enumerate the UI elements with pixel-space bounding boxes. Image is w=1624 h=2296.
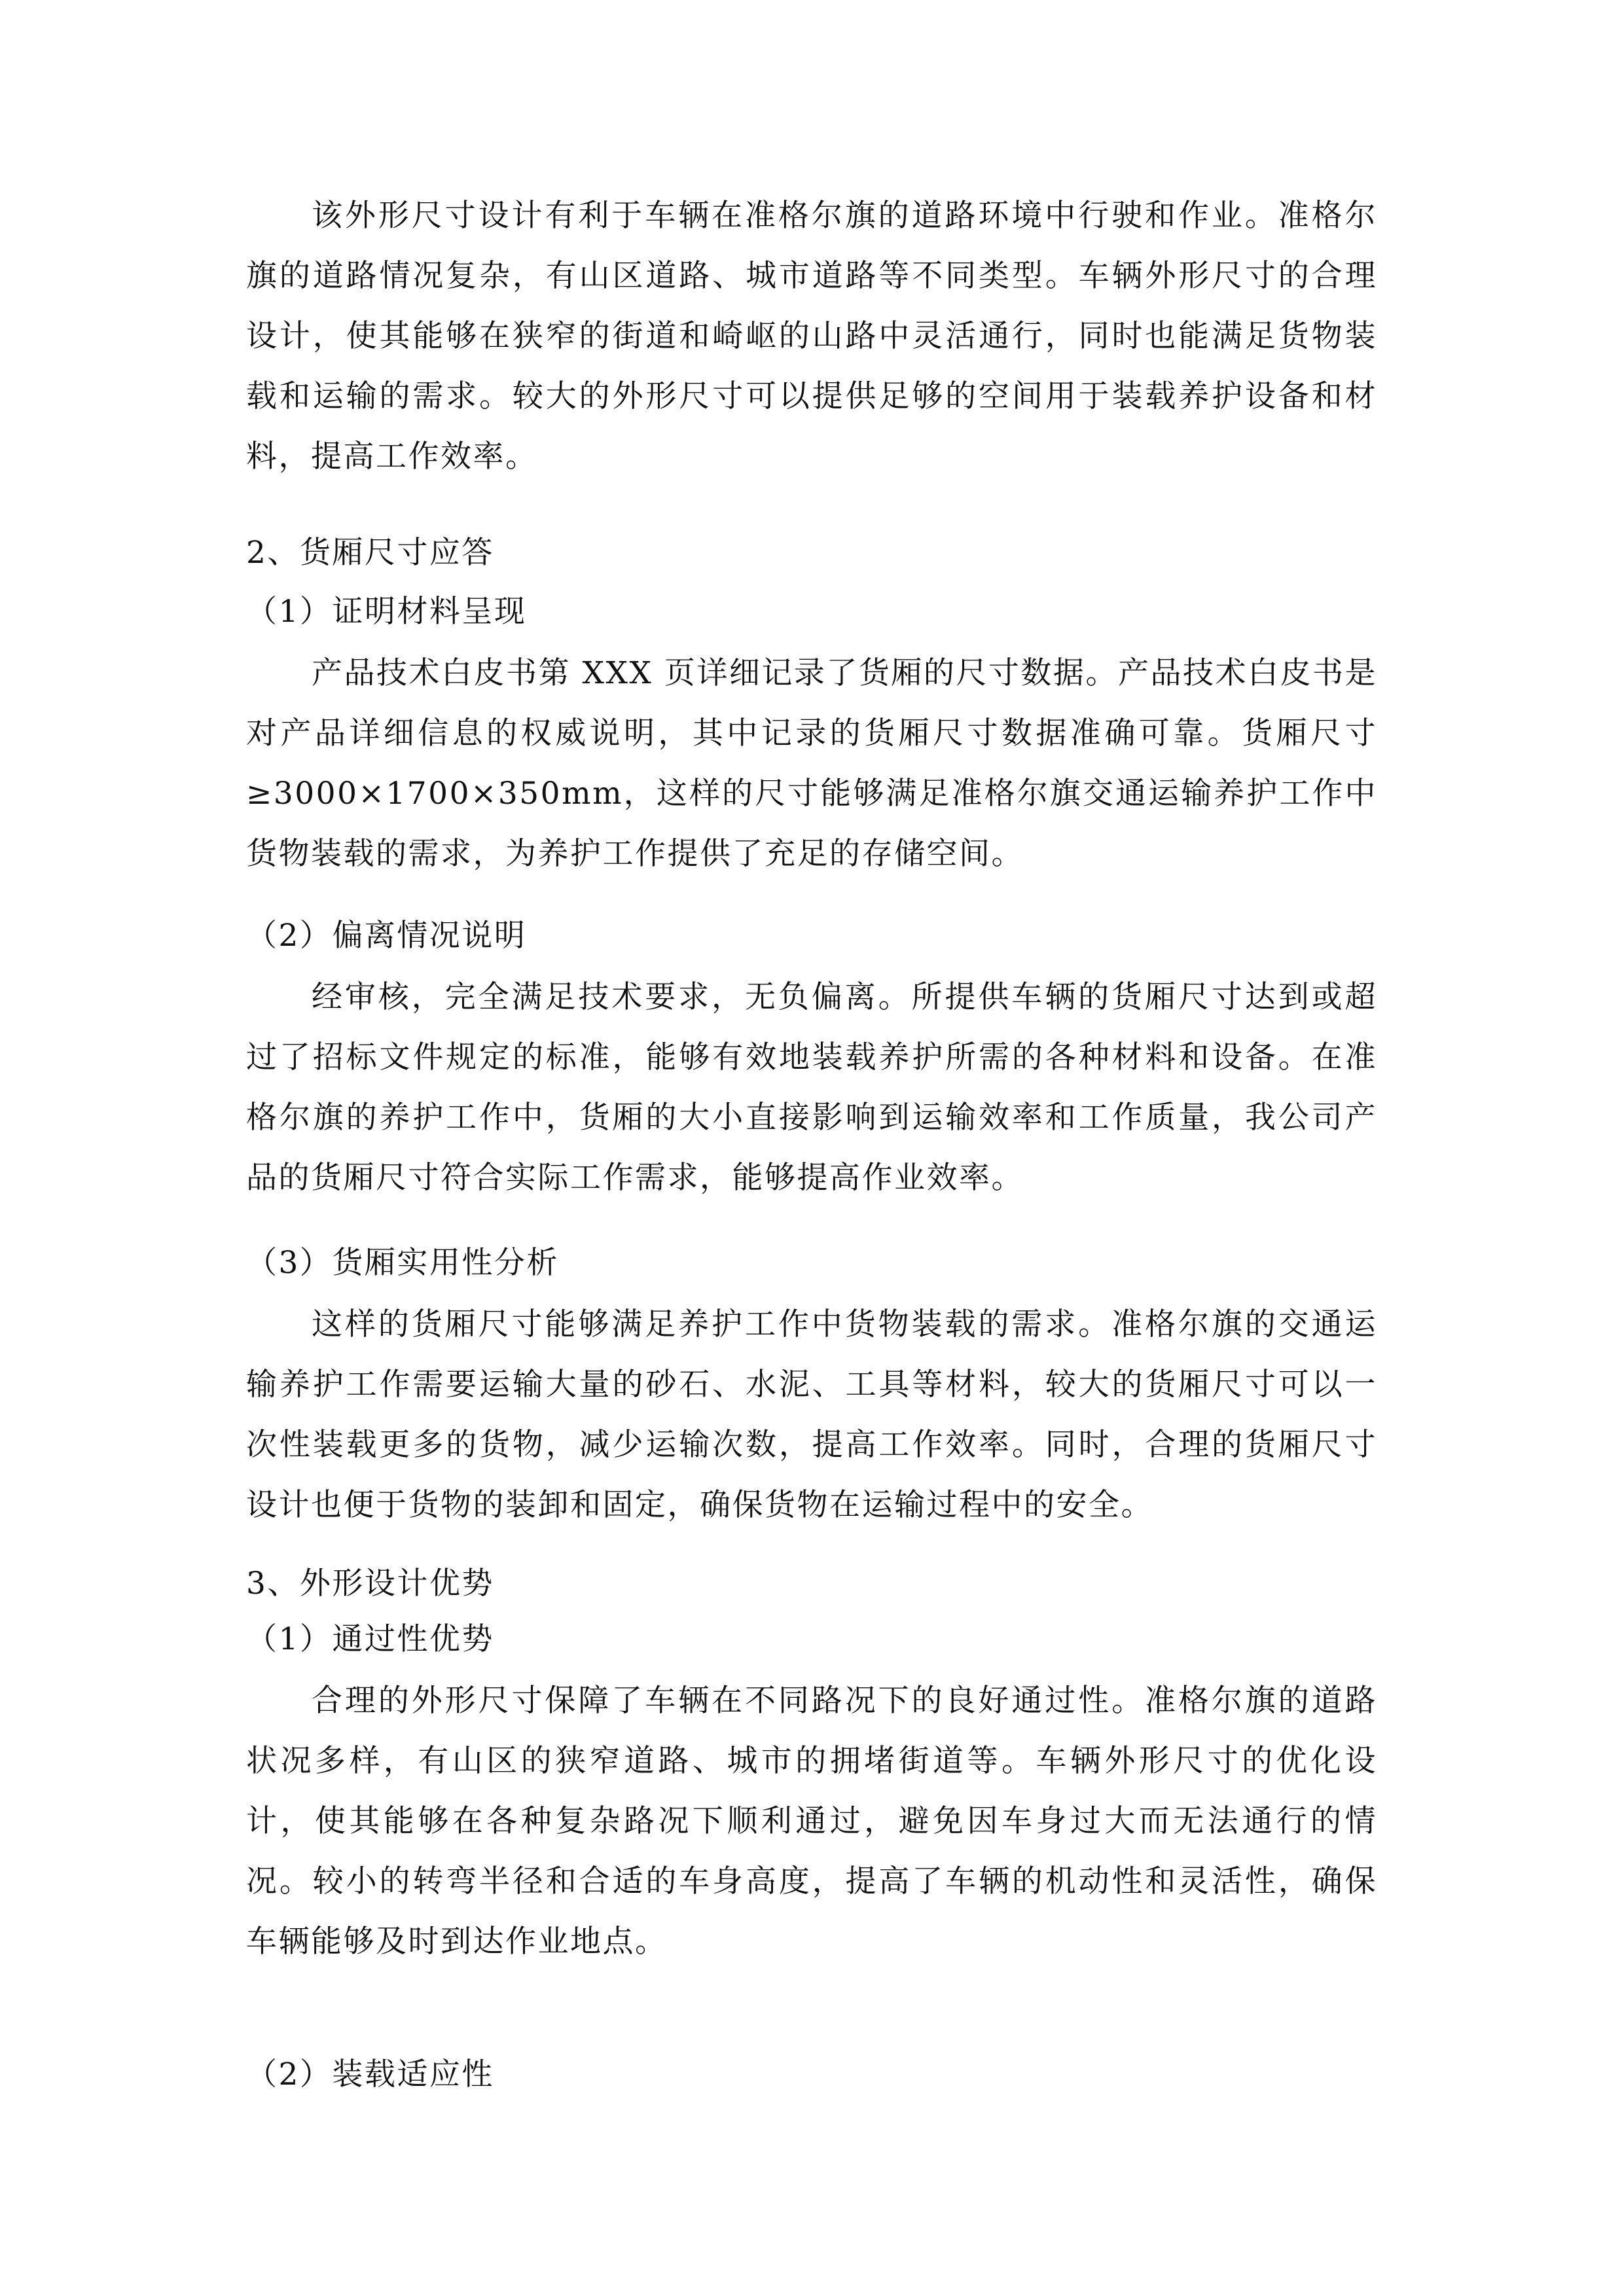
subheading-loading-adaptability: （2）装载适应性 — [246, 2056, 494, 2092]
section-heading-exterior-design-advantages: 3、外形设计优势 — [246, 1566, 494, 1602]
paragraph-overall-dimensions-benefit: 该外形尺寸设计有利于车辆在准格尔旗的道路环境中行驶和作业。准格尔旗的道路情况复杂，有山区道路、城市道路等不同类型。车辆外形尺寸的合理设计，使其能够在狭窄的街道和崎岖的山路中灵活通行，同时也能满足货物装载和运输的需求。较大的外形尺寸可以提供足够的空间用于装载养护设备和材料，提高工作效率。 — [246, 198, 1377, 475]
paragraph-passability-advantage: 合理的外形尺寸保障了车辆在不同路况下的良好通过性。准格尔旗的道路状况多样，有山区的狭窄道路、城市的拥堵街道等。车辆外形尺寸的优化设计，使其能够在各种复杂路况下顺利通过，避免因车身过大而无法通行的情况。较小的转弯半径和合适的车身高度，提高了车辆的机动性和灵活性，确保车辆能够及时到达作业地点。 — [246, 1683, 1377, 1960]
subheading-evidence-materials: （1）证明材料呈现 — [246, 594, 527, 630]
subheading-deviation-explanation: （2）偏离情况说明 — [246, 918, 527, 954]
paragraph-cargo-box-practicality: 这样的货厢尺寸能够满足养护工作中货物装载的需求。准格尔旗的交通运输养护工作需要运输大量的砂石、水泥、工具等材料，较大的货厢尺寸可以一次性装载更多的货物，减少运输次数，提高工作效率。同时，合理的货厢尺寸设计也便于货物的装卸和固定，确保货物在运输过程中的安全。 — [246, 1306, 1377, 1523]
subheading-passability-advantage: （1）通过性优势 — [246, 1621, 494, 1657]
subheading-cargo-box-practicality: （3）货厢实用性分析 — [246, 1245, 559, 1281]
section-heading-cargo-box-dimensions: 2、货厢尺寸应答 — [246, 535, 494, 571]
paragraph-evidence-materials: 产品技术白皮书第 XXX 页详细记录了货厢的尺寸数据。产品技术白皮书是对产品详细信息的权威说明，其中记录的货厢尺寸数据准确可靠。货厢尺寸≥3000×1700×350mm，这样的尺寸能够满足准格尔旗交通运输养护工作中货物装载的需求，为养护工作提供了充足的存储空间。 — [246, 655, 1377, 872]
paragraph-deviation-explanation: 经审核，完全满足技术要求，无负偏离。所提供车辆的货厢尺寸达到或超过了招标文件规定的标准，能够有效地装载养护所需的各种材料和设备。在准格尔旗的养护工作中，货厢的大小直接影响到运输效率和工作质量，我公司产品的货厢尺寸符合实际工作需求，能够提高作业效率。 — [246, 979, 1377, 1196]
